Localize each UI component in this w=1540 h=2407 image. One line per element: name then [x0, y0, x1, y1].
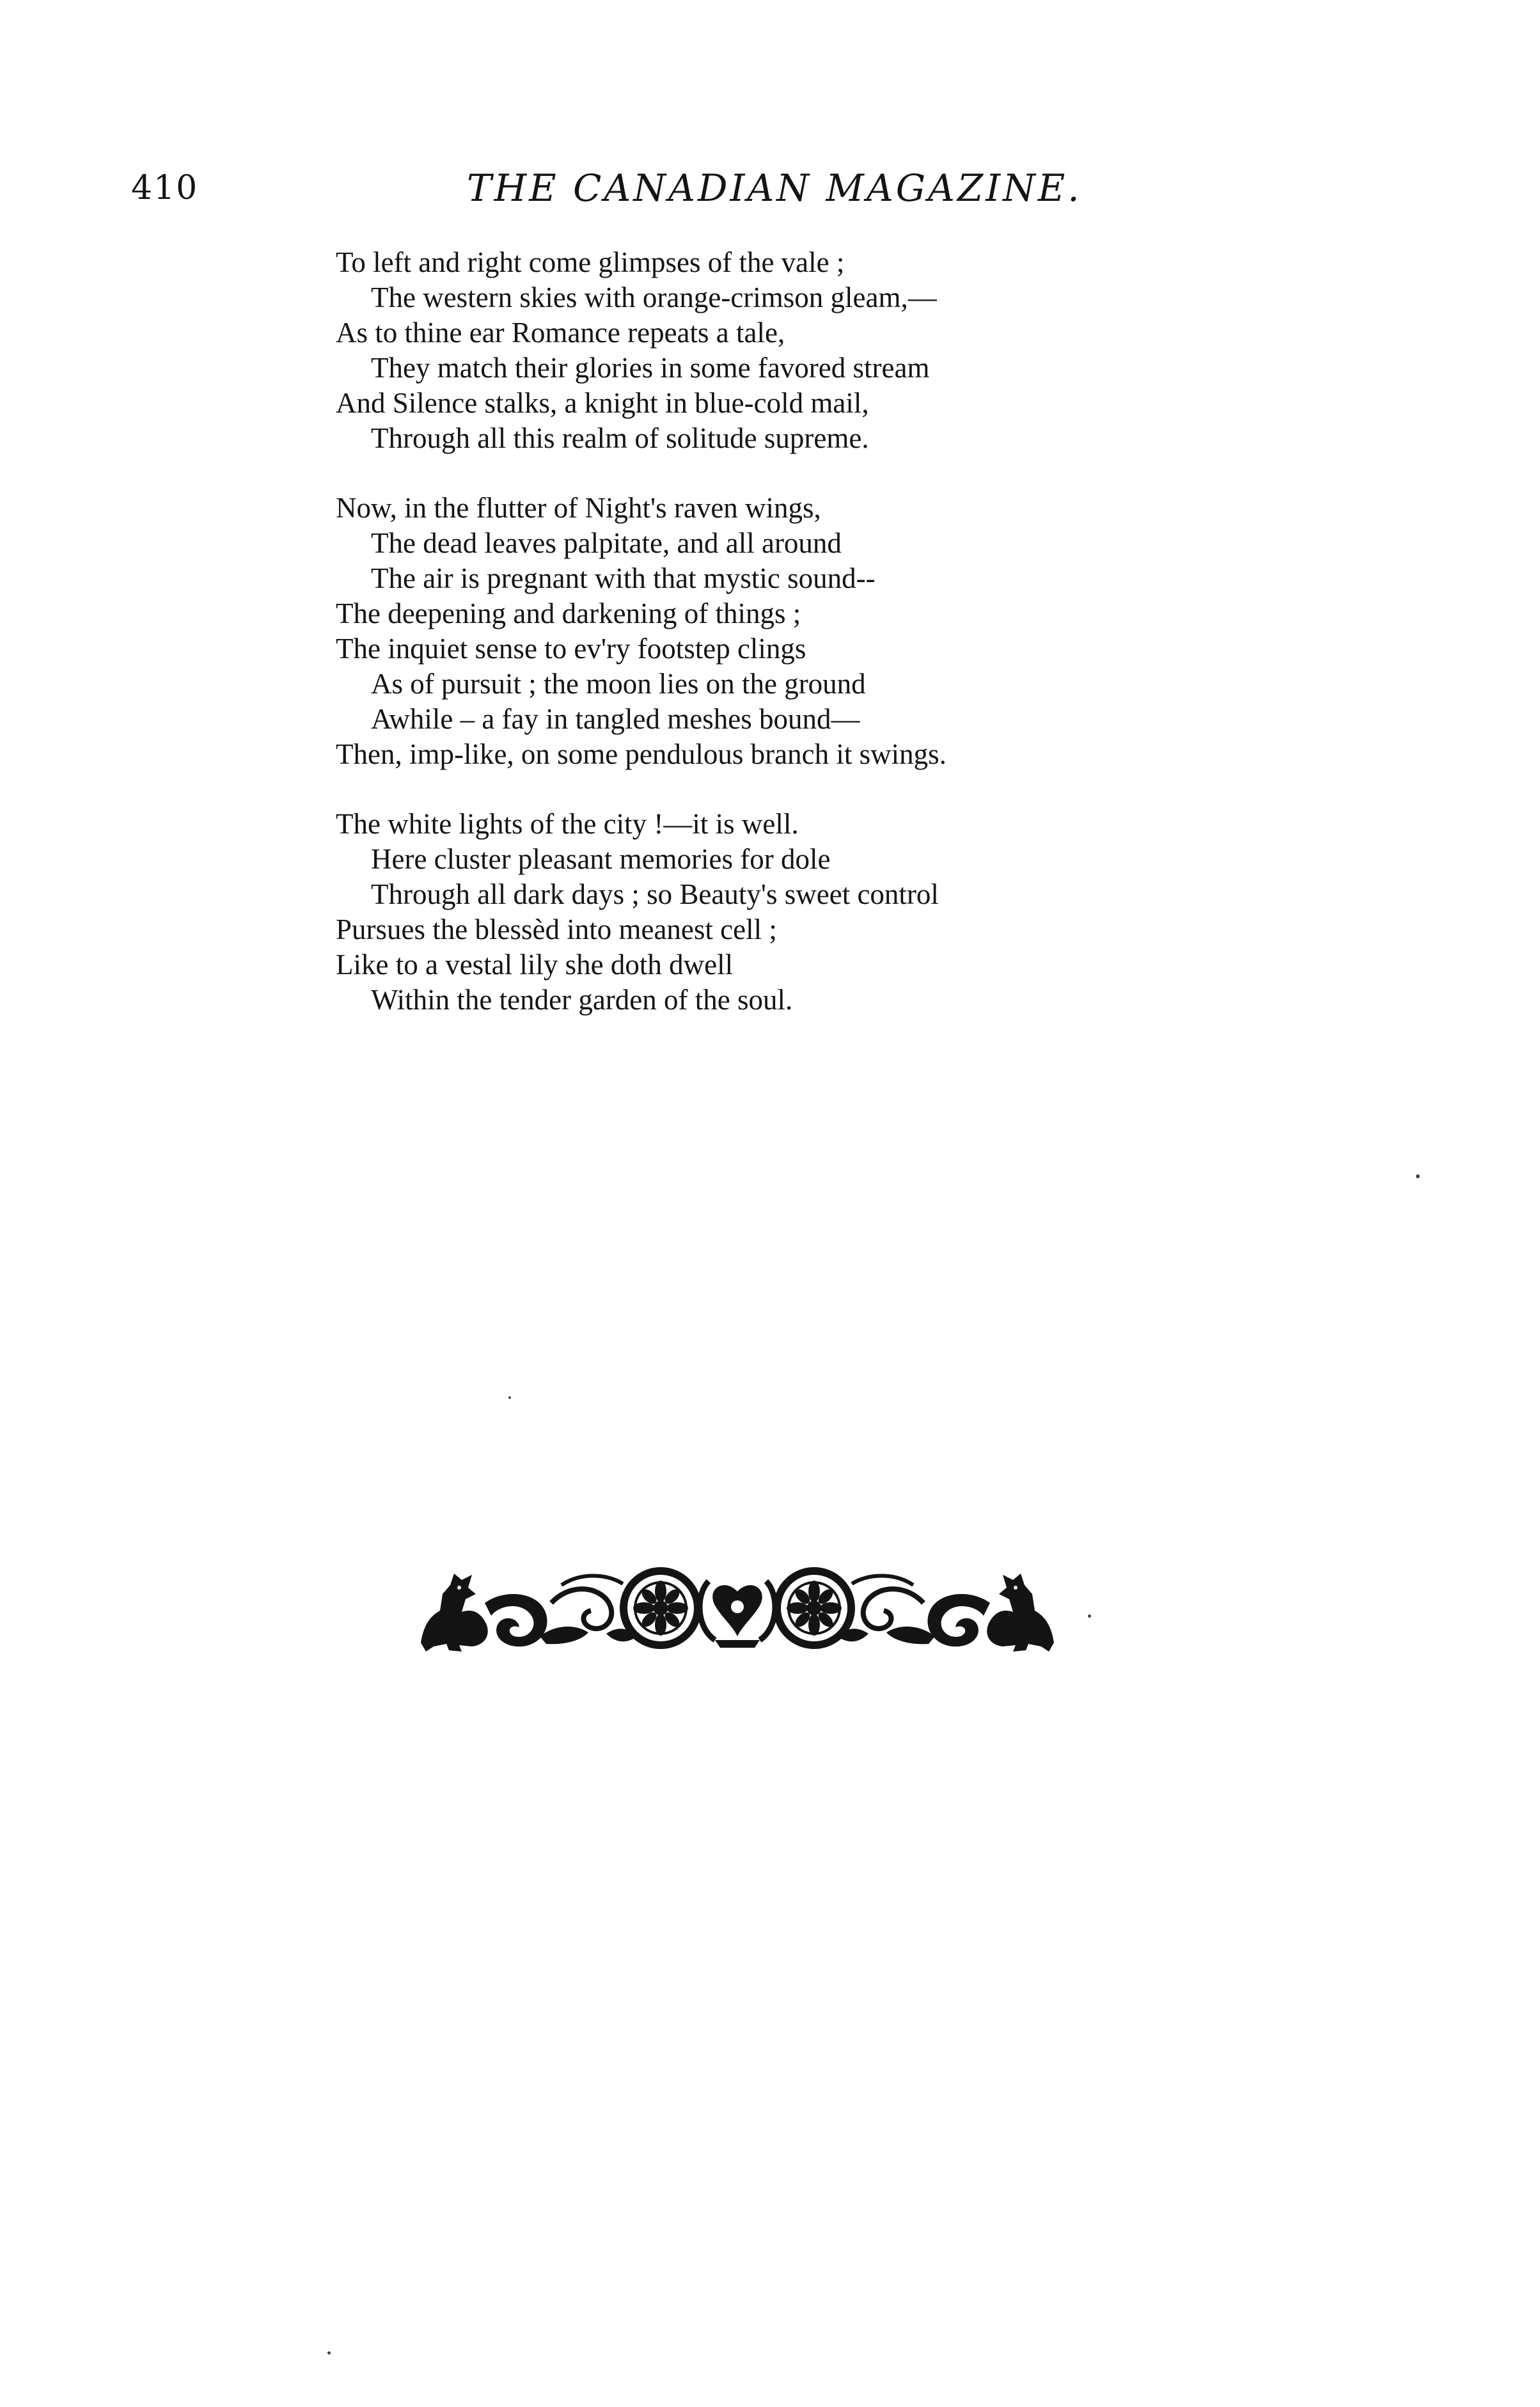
poem-line: Within the tender garden of the soul.	[371, 984, 793, 1016]
poem-line: As to thine ear Romance repeats a tale,	[336, 317, 785, 349]
poem-line: Through all this realm of solitude supreme.	[371, 422, 869, 454]
ornamental-tailpiece-icon	[414, 1566, 1060, 1653]
stanza-2	[336, 491, 1180, 772]
poem-line: Then, imp-like, on some pendulous branch it swings.	[336, 738, 947, 770]
scan-speck	[327, 2351, 331, 2355]
poem-line: The air is pregnant with that mystic sound--	[371, 562, 876, 594]
poem-line: And Silence stalks, a knight in blue-cold mail,	[336, 387, 869, 419]
poem-line: They match their glories in some favored stream	[371, 352, 930, 384]
poem-line: The white lights of the city !—it is well.	[336, 808, 799, 840]
page-number: 410	[131, 169, 199, 207]
poem-line: Through all dark days ; so Beauty's sweet control	[371, 878, 939, 910]
poem-line: Now, in the flutter of Night's raven wings,	[336, 492, 821, 524]
poem-line: Awhile – a fay in tangled meshes bound—	[371, 703, 860, 735]
stanza-1	[336, 245, 1180, 456]
poem-line: Pursues the blessèd into meanest cell ;	[336, 913, 777, 945]
stanza-3	[336, 807, 1180, 1018]
poem-line: Here cluster pleasant memories for dole	[371, 843, 831, 875]
poem-line: The dead leaves palpitate, and all around	[371, 527, 842, 559]
poem-line: The western skies with orange-crimson gleam,—	[371, 281, 937, 313]
poem-line: The inquiet sense to ev'ry footstep clings	[336, 633, 806, 665]
scan-speck	[1416, 1174, 1420, 1178]
scan-speck	[508, 1396, 511, 1399]
scan-speck	[1088, 1614, 1091, 1618]
poem-line: The deepening and darkening of things ;	[336, 597, 801, 629]
running-head: THE CANADIAN MAGAZINE.	[467, 166, 1082, 210]
poem	[336, 245, 1180, 1052]
poem-line: To left and right come glimpses of the vale ;	[336, 246, 845, 278]
poem-line: Like to a vestal lily she doth dwell	[336, 949, 734, 981]
poem-line: As of pursuit ; the moon lies on the ground	[371, 668, 866, 700]
